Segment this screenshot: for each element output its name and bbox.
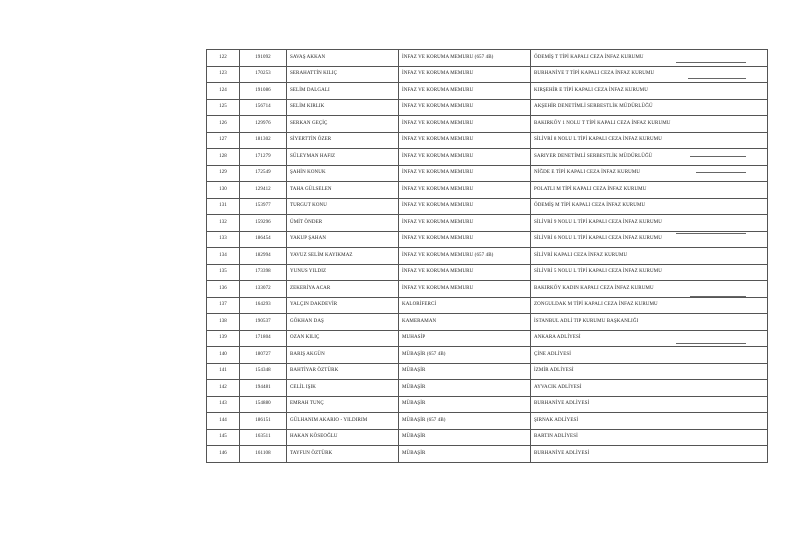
job-title-cell: İNFAZ VE KORUMA MEMURU — [399, 149, 531, 166]
table-row — [207, 413, 768, 430]
row-number-cell: 137 — [207, 297, 240, 314]
table-row — [207, 380, 768, 397]
registry-id-cell: 173398 — [240, 264, 287, 281]
job-title-cell: İNFAZ VE KORUMA MEMURU — [399, 182, 531, 199]
full-name-cell: TAHA GÜLSELEN — [287, 182, 399, 199]
job-title-cell: İNFAZ VE KORUMA MEMURU (657 4B) — [399, 50, 531, 67]
full-name-cell: TAYFUN ÖZTÜRK — [287, 446, 399, 463]
job-title-cell: İNFAZ VE KORUMA MEMURU — [399, 281, 531, 298]
unit-cell: SİLİVRİ 8 NOLU L TİPİ KAPALI CEZA İNFAZ KURUMU — [531, 132, 768, 149]
job-title-cell: MUHASİP — [399, 330, 531, 347]
job-title-cell: İNFAZ VE KORUMA MEMURU — [399, 264, 531, 281]
scan-mark — [676, 233, 746, 234]
unit-cell: BAKIRKÖY KADIN KAPALI CEZA İNFAZ KURUMU — [531, 281, 768, 298]
unit-cell: SİLİVRİ 6 NOLU L TİPİ KAPALI CEZA İNFAZ KURUMU — [531, 231, 768, 248]
table-row — [207, 281, 768, 298]
registry-id-cell: 129976 — [240, 116, 287, 133]
registry-id-cell: 170253 — [240, 66, 287, 83]
job-title-cell: İNFAZ VE KORUMA MEMURU — [399, 231, 531, 248]
unit-cell: NİĞDE E TİPİ KAPALI CEZA İNFAZ KURUMU — [531, 165, 768, 182]
table-row — [207, 198, 768, 215]
table-row — [207, 314, 768, 331]
full-name-cell: ZEKERİYA ACAR — [287, 281, 399, 298]
unit-cell: İZMİR ADLİYESİ — [531, 363, 768, 380]
unit-cell: ŞIRNAK ADLİYESİ — [531, 413, 768, 430]
row-number-cell: 138 — [207, 314, 240, 331]
unit-cell: SİLİVRİ 9 NOLU L TİPİ KAPALI CEZA İNFAZ KURUMU — [531, 215, 768, 232]
unit-cell: SİLİVRİ KAPALI CEZA İNFAZ KURUMU — [531, 248, 768, 265]
job-title-cell: MÜBAŞİR (657 4B) — [399, 413, 531, 430]
personnel-table-sheet — [206, 49, 752, 463]
table-row — [207, 396, 768, 413]
job-title-cell: İNFAZ VE KORUMA MEMURU — [399, 198, 531, 215]
row-number-cell: 143 — [207, 396, 240, 413]
unit-cell: AKŞEHİR DENETİMLİ SERBESTLİK MÜDÜRLÜĞÜ — [531, 99, 768, 116]
scan-mark — [676, 62, 746, 63]
row-number-cell: 123 — [207, 66, 240, 83]
job-title-cell: İNFAZ VE KORUMA MEMURU — [399, 99, 531, 116]
row-number-cell: 136 — [207, 281, 240, 298]
full-name-cell: YALÇIN DAKDEVİR — [287, 297, 399, 314]
registry-id-cell: 164293 — [240, 297, 287, 314]
table-row — [207, 182, 768, 199]
full-name-cell: SÜLEYMAN HAFIZ — [287, 149, 399, 166]
job-title-cell: İNFAZ VE KORUMA MEMURU (657 4B) — [399, 248, 531, 265]
table-row — [207, 248, 768, 265]
unit-cell: BURHANİYE ADLİYESİ — [531, 446, 768, 463]
job-title-cell: MÜBAŞİR — [399, 380, 531, 397]
row-number-cell: 124 — [207, 83, 240, 100]
full-name-cell: YAVUZ SELİM KAYIKMAZ — [287, 248, 399, 265]
row-number-cell: 122 — [207, 50, 240, 67]
job-title-cell: MÜBAŞİR — [399, 363, 531, 380]
table-body — [207, 50, 768, 463]
unit-cell: ZONGULDAK M TİPİ KAPALI CEZA İNFAZ KURUMU — [531, 297, 768, 314]
table-row — [207, 363, 768, 380]
job-title-cell: İNFAZ VE KORUMA MEMURU — [399, 66, 531, 83]
personnel-table — [206, 49, 768, 463]
full-name-cell: ÜMİT ÖNDER — [287, 215, 399, 232]
scan-mark — [690, 296, 746, 297]
full-name-cell: GÖKHAN DAŞ — [287, 314, 399, 331]
registry-id-cell: 154880 — [240, 396, 287, 413]
table-row — [207, 429, 768, 446]
job-title-cell: MÜBAŞİR — [399, 446, 531, 463]
row-number-cell: 142 — [207, 380, 240, 397]
table-row — [207, 264, 768, 281]
job-title-cell: KALORİFERCİ — [399, 297, 531, 314]
table-row — [207, 99, 768, 116]
registry-id-cell: 154348 — [240, 363, 287, 380]
job-title-cell: MÜBAŞİR — [399, 429, 531, 446]
unit-cell: BURHANİYE T TİPİ KAPALI CEZA İNFAZ KURUMU — [531, 66, 768, 83]
full-name-cell: SELİM KIRLIK — [287, 99, 399, 116]
table-row — [207, 330, 768, 347]
job-title-cell: İNFAZ VE KORUMA MEMURU — [399, 116, 531, 133]
registry-id-cell: 191086 — [240, 83, 287, 100]
job-title-cell: İNFAZ VE KORUMA MEMURU — [399, 83, 531, 100]
registry-id-cell: 171804 — [240, 330, 287, 347]
job-title-cell: MÜBAŞİR — [399, 396, 531, 413]
row-number-cell: 125 — [207, 99, 240, 116]
job-title-cell: İNFAZ VE KORUMA MEMURU — [399, 165, 531, 182]
table-row — [207, 347, 768, 364]
row-number-cell: 135 — [207, 264, 240, 281]
full-name-cell: TURGUT KONU — [287, 198, 399, 215]
row-number-cell: 126 — [207, 116, 240, 133]
full-name-cell: SELİM DALGALI — [287, 83, 399, 100]
scan-mark — [676, 343, 746, 344]
row-number-cell: 140 — [207, 347, 240, 364]
row-number-cell: 134 — [207, 248, 240, 265]
full-name-cell: SERKAN GEÇİÇ — [287, 116, 399, 133]
unit-cell: BAKIRKÖY 1 NOLU T TİPİ KAPALI CEZA İNFAZ KURUMU — [531, 116, 768, 133]
scan-mark — [688, 78, 746, 79]
row-number-cell: 129 — [207, 165, 240, 182]
scan-mark — [696, 172, 746, 173]
row-number-cell: 144 — [207, 413, 240, 430]
registry-id-cell: 171279 — [240, 149, 287, 166]
table-row — [207, 66, 768, 83]
full-name-cell: GÜLHANIM AKARIO - YILDIRIM — [287, 413, 399, 430]
unit-cell: İSTANBUL ADLİ TIP KURUMU BAŞKANLIĞI — [531, 314, 768, 331]
registry-id-cell: 153977 — [240, 198, 287, 215]
row-number-cell: 127 — [207, 132, 240, 149]
table-row — [207, 149, 768, 166]
row-number-cell: 146 — [207, 446, 240, 463]
full-name-cell: HAKAN KÖSEOĞLU — [287, 429, 399, 446]
row-number-cell: 145 — [207, 429, 240, 446]
unit-cell: ANKARA ADLİYESİ — [531, 330, 768, 347]
row-number-cell: 128 — [207, 149, 240, 166]
unit-cell: BARTIN ADLİYESİ — [531, 429, 768, 446]
registry-id-cell: 186151 — [240, 413, 287, 430]
job-title-cell: İNFAZ VE KORUMA MEMURU — [399, 132, 531, 149]
registry-id-cell: 161108 — [240, 446, 287, 463]
row-number-cell: 131 — [207, 198, 240, 215]
full-name-cell: YAKUP ŞAHAN — [287, 231, 399, 248]
registry-id-cell: 172549 — [240, 165, 287, 182]
registry-id-cell: 133072 — [240, 281, 287, 298]
table-row — [207, 116, 768, 133]
full-name-cell: SİYERTTİN ÖZER — [287, 132, 399, 149]
job-title-cell: MÜBAŞİR (657 4B) — [399, 347, 531, 364]
row-number-cell: 139 — [207, 330, 240, 347]
full-name-cell: BAHTİYAR ÖZTÜRK — [287, 363, 399, 380]
full-name-cell: ŞAHİN KONUK — [287, 165, 399, 182]
registry-id-cell: 181302 — [240, 132, 287, 149]
table-row — [207, 446, 768, 463]
registry-id-cell: 129412 — [240, 182, 287, 199]
unit-cell: ÖDEMİŞ T TİPİ KAPALI CEZA İNFAZ KURUMU — [531, 50, 768, 67]
scan-mark — [690, 156, 746, 157]
row-number-cell: 141 — [207, 363, 240, 380]
registry-id-cell: 163511 — [240, 429, 287, 446]
row-number-cell: 132 — [207, 215, 240, 232]
table-row — [207, 50, 768, 67]
registry-id-cell: 186454 — [240, 231, 287, 248]
full-name-cell: YUNUS YILDIZ — [287, 264, 399, 281]
full-name-cell: EMRAH TUNÇ — [287, 396, 399, 413]
registry-id-cell: 190537 — [240, 314, 287, 331]
table-row — [207, 297, 768, 314]
unit-cell: SARIYER DENETİMLİ SERBESTLİK MÜDÜRLÜĞÜ — [531, 149, 768, 166]
table-row — [207, 132, 768, 149]
registry-id-cell: 159296 — [240, 215, 287, 232]
unit-cell: ÇİNE ADLİYESİ — [531, 347, 768, 364]
unit-cell: BURHANİYE ADLİYESİ — [531, 396, 768, 413]
registry-id-cell: 191092 — [240, 50, 287, 67]
row-number-cell: 130 — [207, 182, 240, 199]
full-name-cell: OZAN KILIÇ — [287, 330, 399, 347]
unit-cell: POLATLI M TİPİ KAPALI CEZA İNFAZ KURUMU — [531, 182, 768, 199]
registry-id-cell: 194481 — [240, 380, 287, 397]
full-name-cell: CELİL IŞIK — [287, 380, 399, 397]
job-title-cell: İNFAZ VE KORUMA MEMURU — [399, 215, 531, 232]
unit-cell: ÖDEMİŞ M TİPİ KAPALI CEZA İNFAZ KURUMU — [531, 198, 768, 215]
registry-id-cell: 156714 — [240, 99, 287, 116]
row-number-cell: 133 — [207, 231, 240, 248]
unit-cell: SİLİVRİ 5 NOLU L TİPİ KAPALI CEZA İNFAZ KURUMU — [531, 264, 768, 281]
full-name-cell: BARIŞ AKGÜN — [287, 347, 399, 364]
registry-id-cell: 182994 — [240, 248, 287, 265]
unit-cell: AYVACIK ADLİYESİ — [531, 380, 768, 397]
table-row — [207, 215, 768, 232]
full-name-cell: SERAHATTİN KILIÇ — [287, 66, 399, 83]
table-row — [207, 165, 768, 182]
job-title-cell: KAMERAMAN — [399, 314, 531, 331]
registry-id-cell: 180727 — [240, 347, 287, 364]
full-name-cell: SAVAŞ AKKAN — [287, 50, 399, 67]
unit-cell: KIRŞEHİR E TİPİ KAPALI CEZA İNFAZ KURUMU — [531, 83, 768, 100]
table-row — [207, 83, 768, 100]
